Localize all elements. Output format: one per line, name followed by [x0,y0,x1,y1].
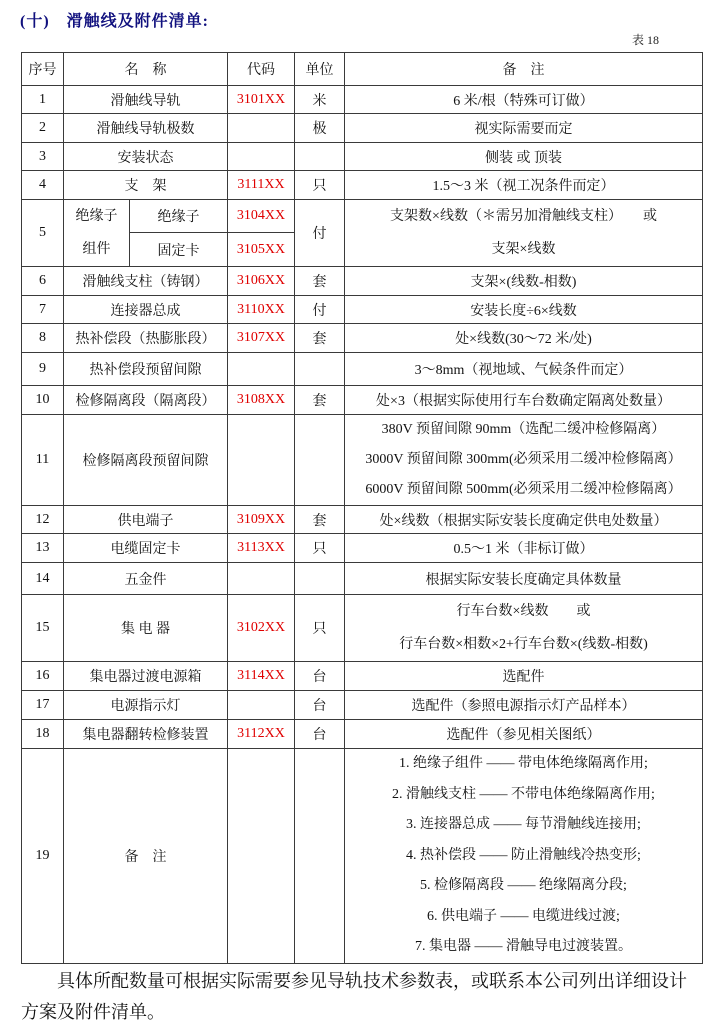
cell-remark: 处×线数(30～72 米/处) [345,324,703,353]
remark-line: 3000V 预留间隙 300mm(必须采用二缓冲检修隔离） [365,452,682,467]
cell-code: 3104XX [228,200,295,233]
cell-no: 11 [22,415,64,506]
cell-no: 14 [22,563,64,595]
cell-code [228,749,295,964]
cell-no: 17 [22,691,64,720]
cell-unit [295,143,345,171]
cell-remark [345,200,703,267]
cell-no: 3 [22,143,64,171]
table-row [22,143,703,171]
cell-subname: 固定卡 [130,233,228,267]
group-name-line1: 绝缘子 [75,209,118,224]
cell-code [228,114,295,143]
note-line: 3. 连接器总成 —— 每节滑触线连接用; [406,817,641,832]
cell-no: 15 [22,595,64,662]
header-unit: 单位 [295,53,345,86]
cell-remark: 0.5～1 米（非标订做） [345,534,703,563]
cell-no: 2 [22,114,64,143]
cell-code [228,415,295,506]
footer-line2: 方案及附件清单。 [21,1002,165,1022]
table-row [22,720,703,749]
cell-remark [345,415,703,506]
cell-code: 3106XX [228,267,295,296]
cell-code: 3105XX [228,233,295,267]
cell-name: 集电器翻转检修装置 [64,720,228,749]
cell-code: 3107XX [228,324,295,353]
cell-name: 热补偿段（热膨胀段） [64,324,228,353]
cell-name: 供电端子 [64,506,228,534]
cell-name: 电缆固定卡 [64,534,228,563]
table-row [22,114,703,143]
header-remark: 备 注 [345,53,703,86]
table-row [22,749,703,964]
cell-unit: 台 [295,662,345,691]
cell-unit: 套 [295,506,345,534]
cell-remark: 选配件（参见相关图纸） [345,720,703,749]
remark-line: 行车台数×相数×2+行车台数×(线数-相数) [399,637,648,652]
table-row [22,200,703,233]
cell-remark [345,595,703,662]
header-row [22,53,703,86]
cell-remark: 1.5～3 米（视工况条件而定） [345,171,703,200]
table-row [22,415,703,506]
cell-remark: 选配件 [345,662,703,691]
cell-code: 3111XX [228,171,295,200]
cell-code [228,691,295,720]
table-row [22,386,703,415]
cell-name: 支 架 [64,171,228,200]
table-row [22,691,703,720]
table-row [22,267,703,296]
table-row [22,534,703,563]
cell-name: 滑触线支柱（铸钢） [64,267,228,296]
footer-note [21,966,699,1028]
page-title: (十) 滑触线及附件清单: [20,13,209,30]
note-line: 6. 供电端子 —— 电缆进线过渡; [427,908,620,924]
cell-code [228,563,295,595]
cell-unit [295,353,345,386]
cell-remark: 支架×(线数-相数) [345,267,703,296]
cell-code [228,353,295,386]
accessories-table [21,52,703,964]
table-row [22,86,703,114]
cell-no: 1 [22,86,64,114]
cell-no: 12 [22,506,64,534]
cell-name: 五金件 [64,563,228,595]
cell-remark: 根据实际安装长度确定具体数量 [345,563,703,595]
table-row [22,662,703,691]
table-row [22,506,703,534]
cell-no: 16 [22,662,64,691]
cell-unit: 付 [295,296,345,324]
cell-remark: 处×3（根据实际使用行车台数确定隔离处数量） [345,386,703,415]
cell-code [228,143,295,171]
table-row [22,353,703,386]
cell-unit [295,749,345,964]
cell-code: 3110XX [228,296,295,324]
cell-no: 9 [22,353,64,386]
remark-line: 支架数×线数（＊需另加滑触线支柱） 或 [390,209,657,224]
cell-unit: 套 [295,386,345,415]
cell-no: 7 [22,296,64,324]
cell-name: 集 电 器 [64,595,228,662]
cell-name: 滑触线导轨 [64,86,228,114]
remark-line: 380V 预留间隙 90mm（选配二缓冲检修隔离） [381,422,666,437]
table-row [22,171,703,200]
header-no: 序号 [22,53,64,86]
note-line: 5. 检修隔离段 —— 绝缘隔离分段; [420,878,627,893]
remark-line: 6000V 预留间隙 500mm(必须采用二缓冲检修隔离） [365,482,682,497]
cell-unit: 只 [295,171,345,200]
cell-remark: 处×线数（根据实际安装长度确定供电处数量） [345,506,703,534]
cell-unit: 只 [295,595,345,662]
cell-no: 19 [22,749,64,964]
cell-unit [295,415,345,506]
cell-remark: 侧装 或 顶装 [345,143,703,171]
cell-code: 3113XX [228,534,295,563]
footer-line1: 具体所配数量可根据实际需要参见导轨技术参数表，或联系本公司列出详细设计 [57,971,687,991]
cell-name: 集电器过渡电源箱 [64,662,228,691]
cell-remark: 3～8mm（视地域、气候条件而定） [345,353,703,386]
cell-subname: 绝缘子 [130,200,228,233]
cell-code: 3109XX [228,506,295,534]
table-row [22,595,703,662]
remark-line: 支架×线数 [491,242,556,257]
cell-group-name [64,200,130,267]
cell-code: 3114XX [228,662,295,691]
cell-no: 10 [22,386,64,415]
cell-name: 电源指示灯 [64,691,228,720]
cell-code: 3101XX [228,86,295,114]
cell-name: 安装状态 [64,143,228,171]
cell-unit: 只 [295,534,345,563]
cell-code: 3108XX [228,386,295,415]
group-name-line2: 组件 [82,242,111,257]
cell-no: 5 [22,200,64,267]
cell-name: 备 注 [64,749,228,964]
note-line: 2. 滑触线支柱 —— 不带电体绝缘隔离作用; [392,786,655,802]
cell-code: 3102XX [228,595,295,662]
cell-unit: 台 [295,691,345,720]
cell-no: 18 [22,720,64,749]
cell-unit: 付 [295,200,345,267]
cell-name: 滑触线导轨极数 [64,114,228,143]
cell-remark: 视实际需要而定 [345,114,703,143]
note-line: 4. 热补偿段 —— 防止滑触线冷热变形; [406,847,641,863]
cell-name: 连接器总成 [64,296,228,324]
header-name: 名 称 [64,53,228,86]
cell-no: 6 [22,267,64,296]
header-code: 代码 [228,53,295,86]
table-row [22,296,703,324]
cell-remark: 安装长度÷6×线数 [345,296,703,324]
cell-remark: 选配件（参照电源指示灯产品样本） [345,691,703,720]
remark-line: 行车台数×线数 或 [456,604,591,619]
cell-unit [295,563,345,595]
cell-unit: 极 [295,114,345,143]
cell-unit: 台 [295,720,345,749]
cell-unit: 米 [295,86,345,114]
cell-code: 3112XX [228,720,295,749]
cell-no: 4 [22,171,64,200]
cell-name: 检修隔离段（隔离段） [64,386,228,415]
table-number-label: 表 18 [631,33,659,47]
cell-name: 热补偿段预留间隙 [64,353,228,386]
cell-no: 8 [22,324,64,353]
cell-remark-notes [345,749,703,964]
table-row [22,324,703,353]
note-line: 7. 集电器 —— 滑触导电过渡装置。 [415,939,632,954]
cell-name: 检修隔离段预留间隙 [64,415,228,506]
cell-unit: 套 [295,324,345,353]
cell-unit: 套 [295,267,345,296]
cell-remark: 6 米/根（特殊可订做） [345,86,703,114]
cell-no: 13 [22,534,64,563]
table-row [22,563,703,595]
note-line: 1. 绝缘子组件 —— 带电体绝缘隔离作用; [399,756,648,771]
